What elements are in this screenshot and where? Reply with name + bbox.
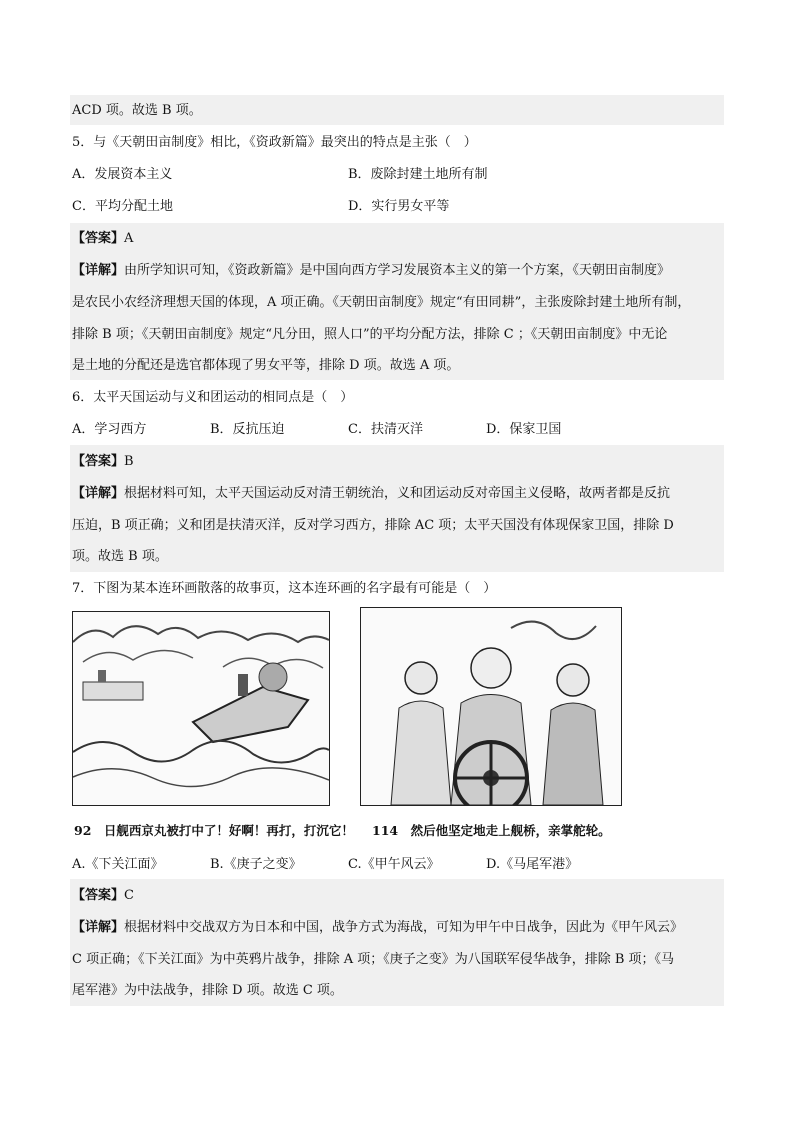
q6-explain-line-1 [72, 484, 670, 504]
q6-answer-block [70, 445, 724, 572]
q6-option-a: A．学习西方 [72, 422, 147, 437]
q7-option-a: A.《下关江面》 [72, 857, 164, 872]
answer-label: 【答案】 [72, 888, 125, 903]
q7-option-b: B.《庚子之变》 [210, 857, 302, 872]
caption-92: 92 日舰西京丸被打中了！好啊！再打，打沉它！ [74, 823, 354, 838]
comic-panel-114 [360, 607, 622, 806]
answer-label: 【答案】 [72, 231, 125, 246]
answer-label: 【答案】 [72, 454, 125, 469]
q6-explain-line-3: 项。故选 B 项。 [72, 549, 168, 564]
answer-value: C [124, 888, 134, 903]
q5-explain-line-4: 是土地的分配还是选官都体现了男女平等，排除 D 项。故选 A 项。 [72, 358, 460, 373]
q5-answer [72, 229, 133, 249]
explain-text: 根据材料可知，太平天国运动反对清王朝统治，义和团运动反对帝国主义侵略，故两者都是反抗 [124, 486, 671, 501]
q6-option-c: C．扶清灭洋 [348, 422, 423, 437]
explain-label: 【详解】 [72, 486, 125, 501]
caption-114: 114 然后他坚定地走上舰桥，亲掌舵轮。 [372, 823, 611, 838]
q6-option-b: B．反抗压迫 [210, 422, 285, 437]
q5-option-d: D．实行男女平等 [348, 199, 450, 214]
q7-answer [72, 886, 134, 906]
q5-explain-line-1 [72, 261, 670, 281]
q6-answer [72, 452, 134, 472]
q7-option-c: C.《甲午风云》 [348, 857, 440, 872]
answer-value: A [124, 231, 134, 246]
q5-stem: 5．与《天朝田亩制度》相比，《资政新篇》最突出的特点是主张（ ） [72, 135, 477, 150]
q6-option-d: D．保家卫国 [486, 422, 562, 437]
q5-option-b: B．废除封建土地所有制 [348, 167, 488, 182]
q5-explain-line-2: 是农民小农经济理想天国的体现，A 项正确。《天朝田亩制度》规定“有田同耕”，主张废除封建土地所有制， [72, 295, 691, 310]
q5-option-a: A．发展资本主义 [72, 167, 173, 182]
q6-stem: 6．太平天国运动与义和团运动的相同点是（ ） [72, 390, 354, 405]
explain-label: 【详解】 [72, 263, 125, 278]
answer-value: B [124, 454, 134, 469]
q7-stem: 7．下图为某本连环画散落的故事页，这本连环画的名字最有可能是（ ） [72, 581, 497, 596]
q5-explain-line-3: 排除 B 项；《天朝田亩制度》规定“凡分田，照人口”的平均分配方法，排除 C ；《天朝田亩制度》中无论 [72, 327, 668, 342]
q5-option-c: C．平均分配土地 [72, 199, 173, 214]
explain-text: 由所学知识可知，《资政新篇》是中国向西方学习发展资本主义的第一个方案，《天朝田亩制度》 [124, 263, 671, 278]
q7-explain-line-3: 尾军港》为中法战争，排除 D 项。故选 C 项。 [72, 983, 343, 998]
explain-label: 【详解】 [72, 920, 125, 935]
explain-text: 根据材料中交战双方为日本和中国，战争方式为海战，可知为甲午中日战争，因此为《甲午风云》 [124, 920, 684, 935]
q7-explain-line-1 [72, 918, 683, 938]
continued-text: ACD 项。故选 B 项。 [72, 103, 202, 118]
q6-explain-line-2: 压迫，B 项正确；义和团是扶清灭洋，反对学习西方，排除 AC 项；太平天国没有体现保家卫国，排除 D [72, 518, 674, 533]
q7-option-d: D.《马尾军港》 [486, 857, 579, 872]
comic-panel-92 [72, 611, 330, 806]
q7-explain-line-2: C 项正确；《下关江面》为中英鸦片战争，排除 A 项；《庚子之变》为八国联军侵华战争，排除 B 项；《马 [72, 952, 675, 967]
